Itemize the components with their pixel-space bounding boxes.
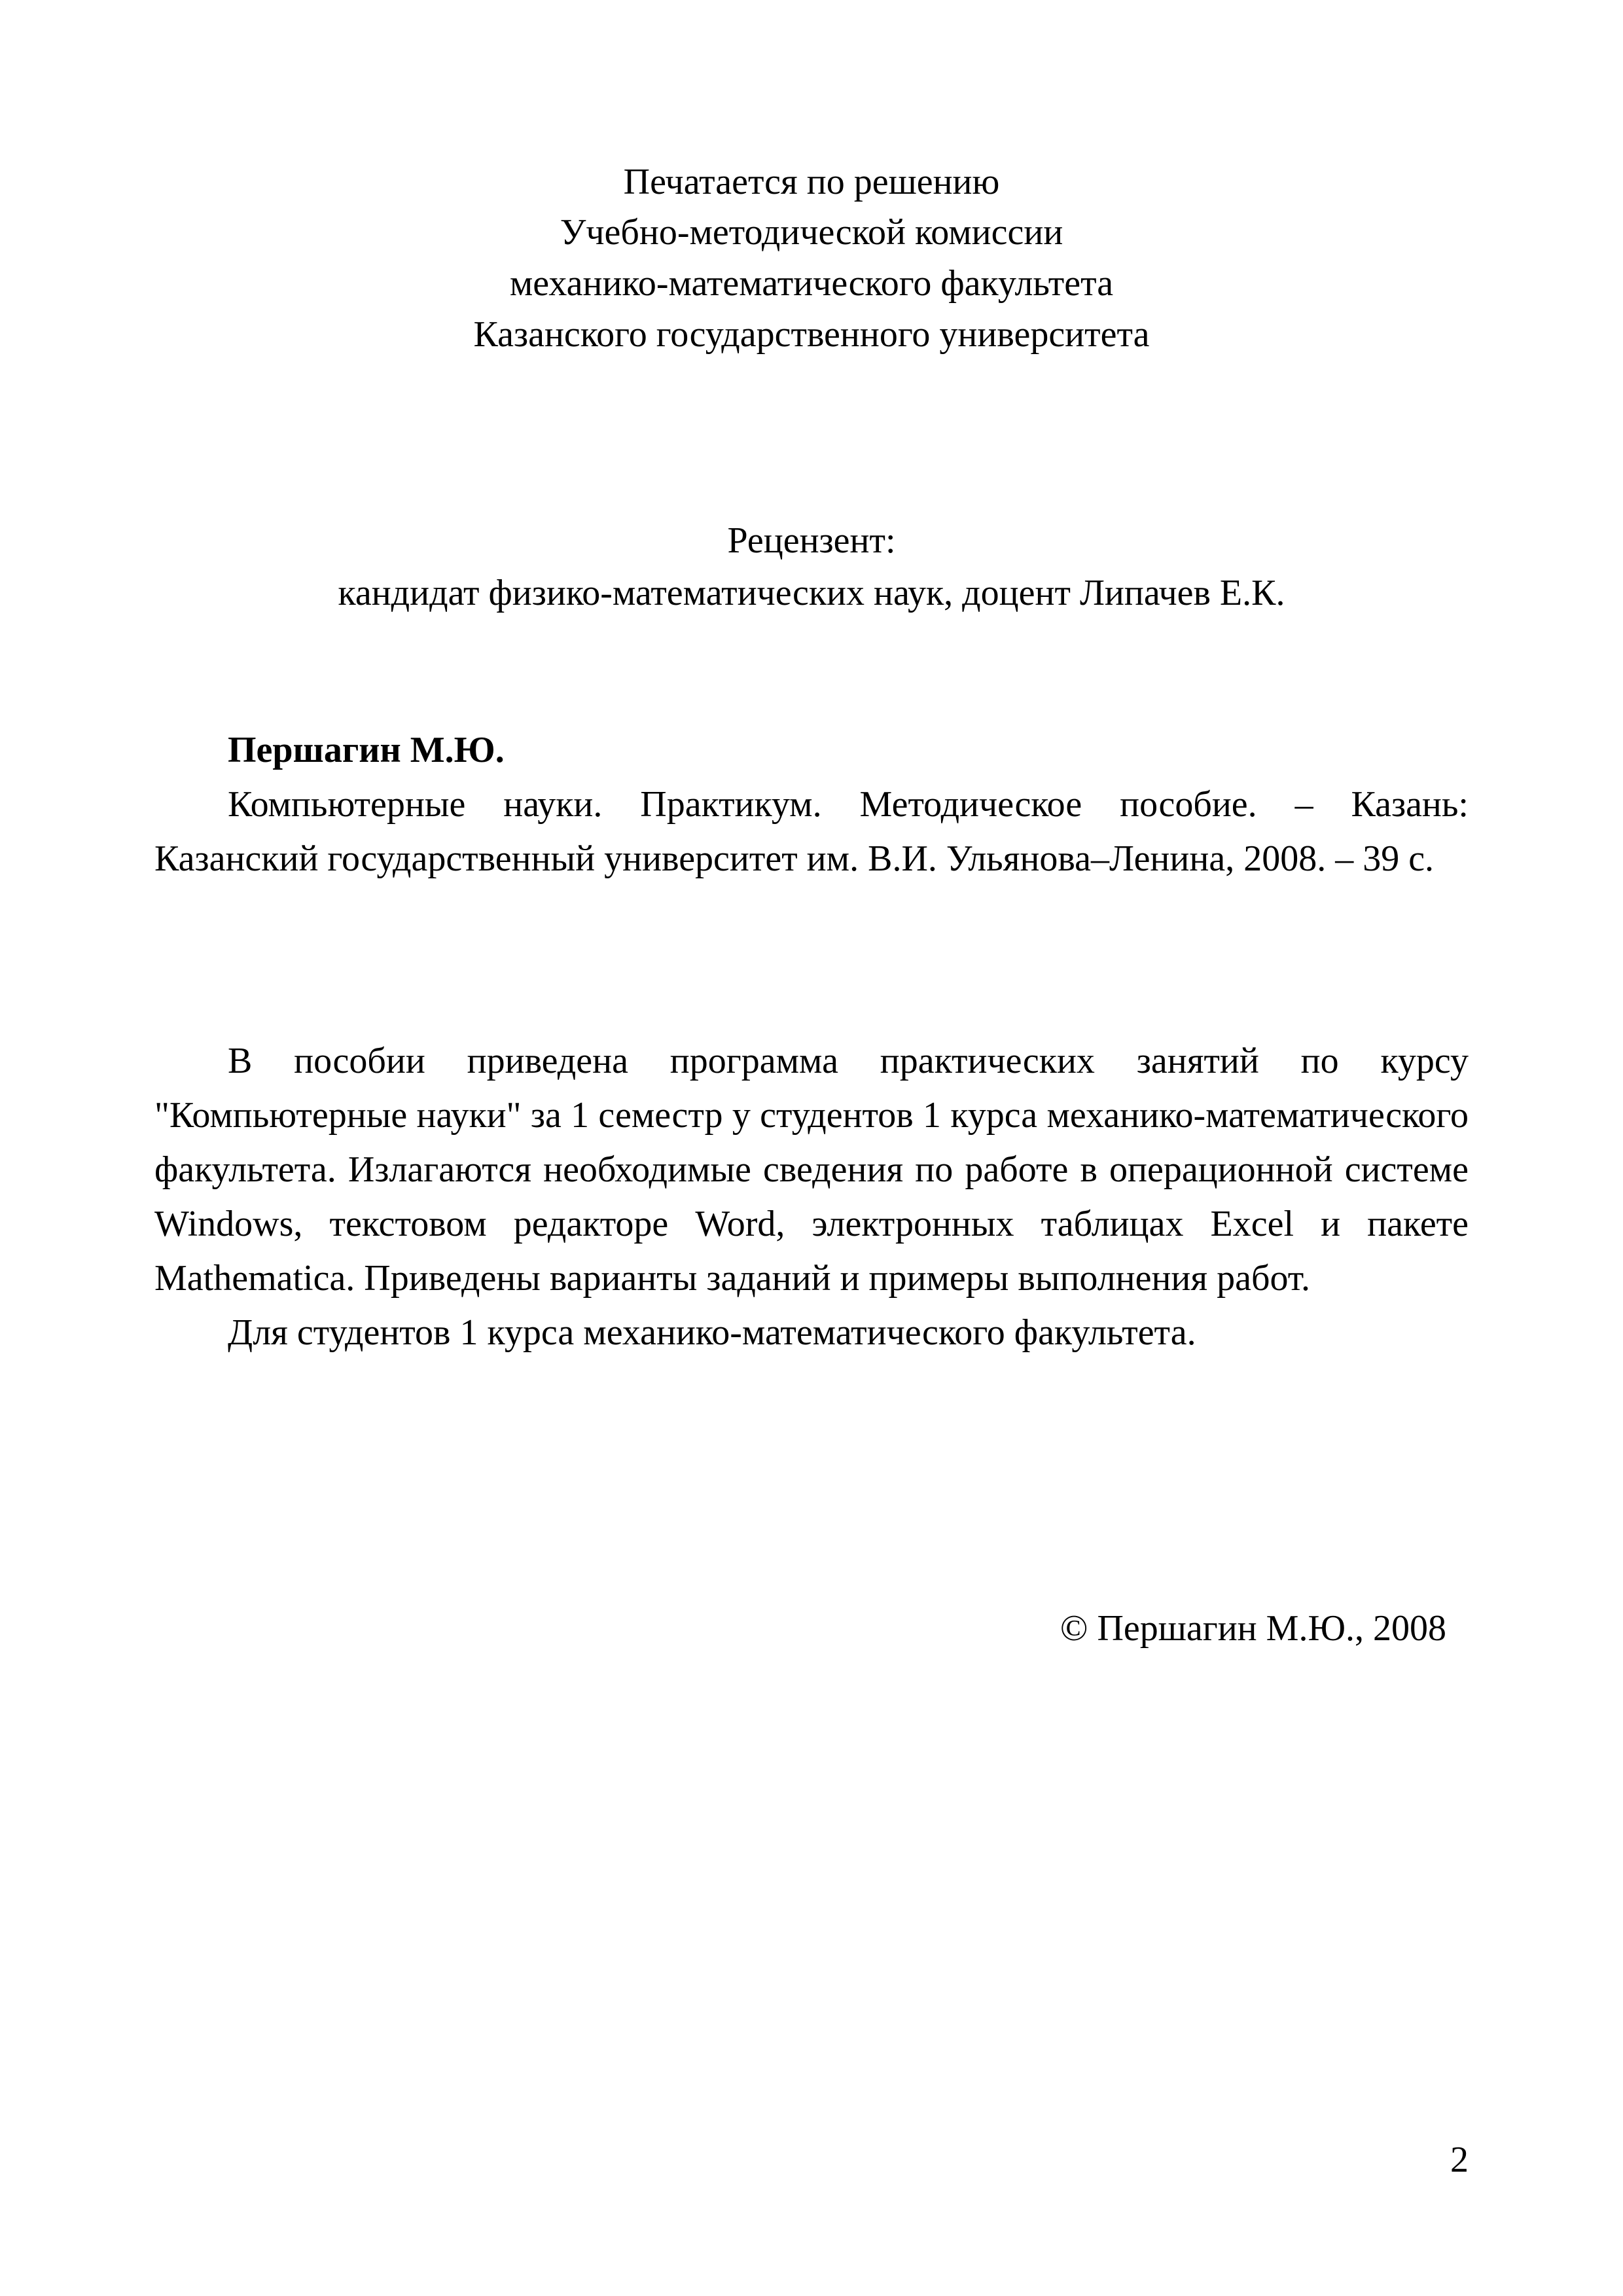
bibliographic-description: Компьютерные науки. Практикум. Методическое пособие. – Казань: Казанский государственный университет им. В.И. Ульянова–Ленина, 2008. – 39 с. [154, 784, 1469, 879]
approval-line-3: механико-математического факультета [509, 263, 1114, 304]
approval-line-1: Печатается по решению [623, 162, 1000, 202]
reviewer-label: Рецензент: [727, 520, 896, 561]
approval-line-4: Казанского государственного университета [473, 314, 1150, 355]
annotation [154, 1034, 1469, 1360]
page-number: 2 [1450, 2140, 1469, 2180]
bibliographic-record [154, 723, 1469, 886]
author-name: Першагин М.Ю. [228, 730, 505, 770]
annotation-paragraph-1: В пособии приведена программа практических занятий по курсу "Компьютерные науки" за 1 семестр у студентов 1 курса механико-математического факультета. Излагаются необходимые сведения по работе в операционной системе Windows, текстовом редакторе Word, электронных таблицах Excel и пакете Mathematica. Приведены варианты заданий и примеры выполнения работ. [154, 1041, 1469, 1299]
copyright-notice: © Першагин М.Ю., 2008 [1060, 1608, 1446, 1649]
reviewer-name: кандидат физико-математических наук, доцент Липачев Е.К. [338, 573, 1285, 613]
approval-line-2: Учебно-методической комиссии [560, 212, 1063, 253]
annotation-paragraph-2: Для студентов 1 курса механико-математического факультета. [228, 1312, 1196, 1353]
